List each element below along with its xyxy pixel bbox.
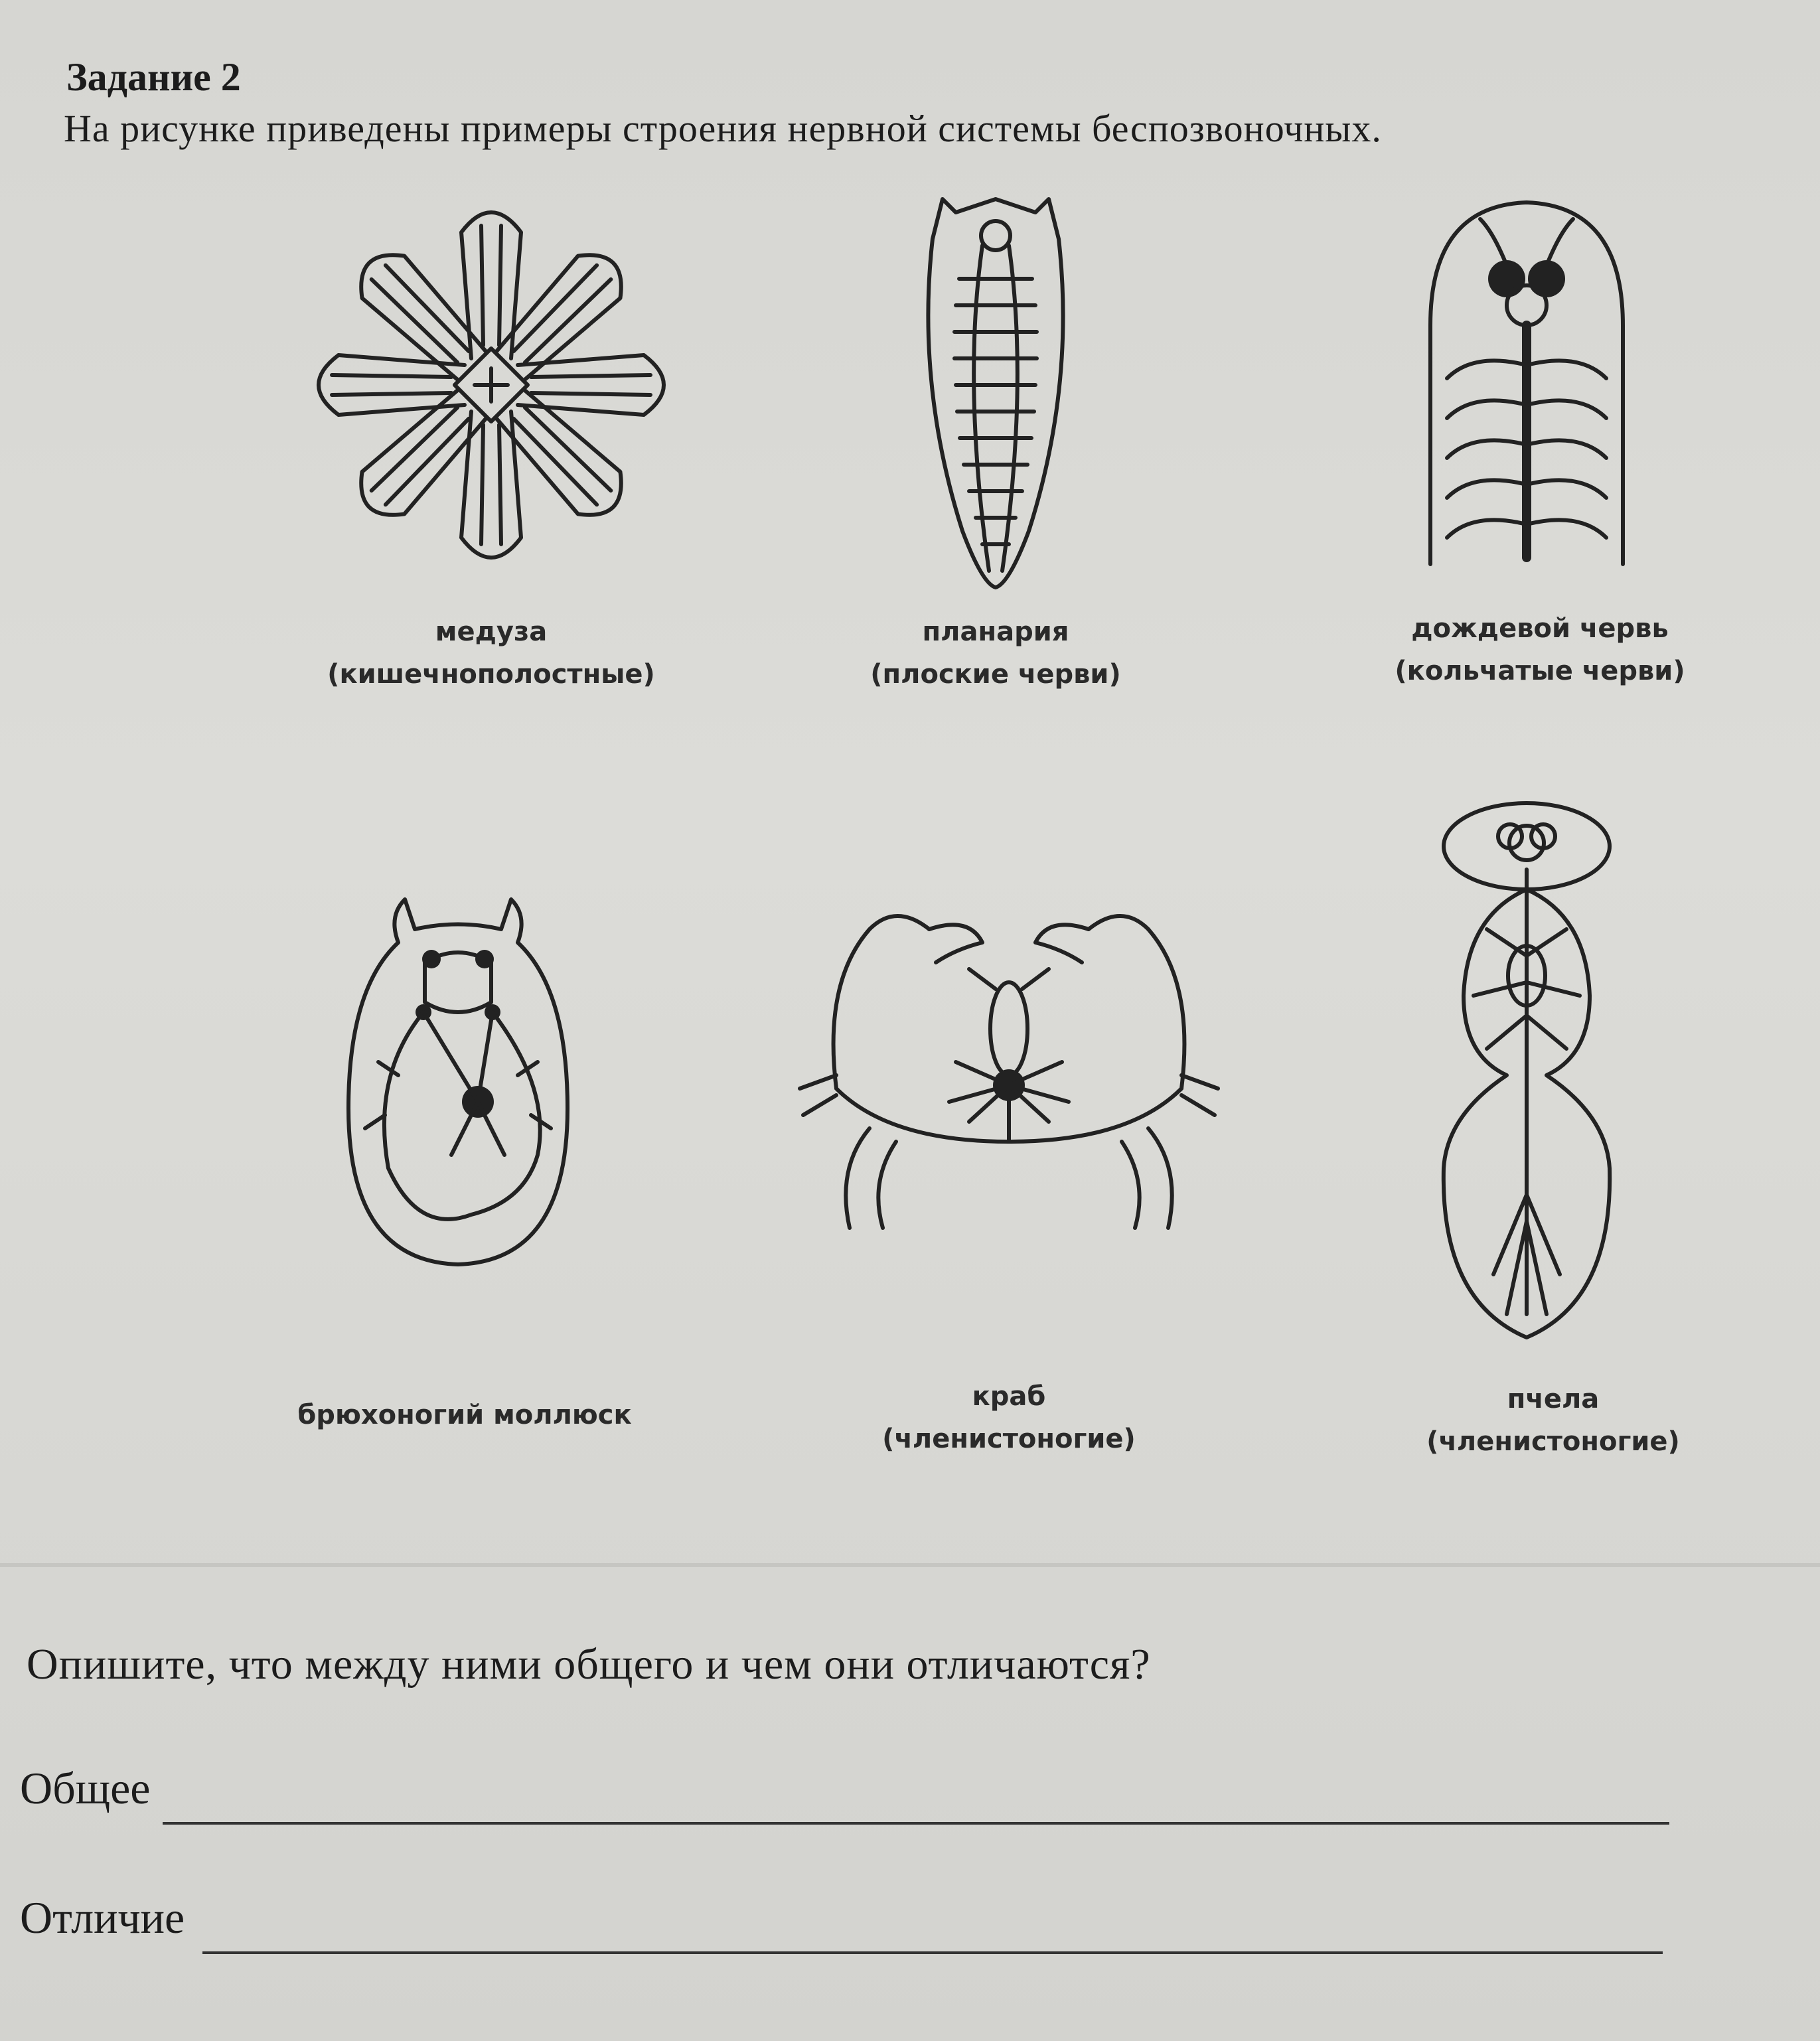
crab-group: (членистоногие) — [882, 1424, 1136, 1454]
planaria-drawing — [916, 186, 1075, 597]
task-intro: На рисунке приведены примеры строения нервной системы беспозвоночных. — [64, 107, 1382, 150]
jellyfish-caption — [279, 611, 704, 696]
bee-caption — [1381, 1378, 1726, 1463]
planaria-caption — [816, 611, 1175, 696]
difference-answer-line[interactable] — [202, 1951, 1663, 1954]
earthworm-drawing — [1420, 192, 1633, 571]
page-fold — [0, 1563, 1820, 1567]
crab-drawing — [796, 889, 1221, 1235]
jellyfish-group: (кишечнополостные) — [327, 659, 655, 690]
snail-caption — [252, 1394, 677, 1436]
bee-group: (членистоногие) — [1426, 1426, 1680, 1457]
earthworm-group: (кольчатые черви) — [1395, 656, 1685, 686]
earthworm-name: дождевой червь — [1411, 613, 1669, 644]
snail-drawing — [339, 889, 577, 1274]
bee-name: пчела — [1507, 1384, 1600, 1414]
snail-name: брюхоногий моллюск — [297, 1400, 632, 1430]
crab-caption — [823, 1375, 1195, 1460]
jellyfish-name: медуза — [435, 617, 548, 647]
common-label: Общее — [20, 1763, 151, 1813]
common-answer-line[interactable] — [163, 1822, 1669, 1825]
question-text: Опишите, что между ними общего и чем они отличаются? — [27, 1640, 1151, 1689]
bee-drawing — [1427, 796, 1626, 1347]
difference-label: Отличие — [20, 1892, 185, 1943]
earthworm-caption — [1354, 607, 1726, 692]
jellyfish-drawing — [292, 186, 690, 584]
planaria-group: (плоские черви) — [870, 659, 1121, 690]
planaria-name: планария — [922, 617, 1069, 647]
crab-name: краб — [972, 1381, 1046, 1412]
task-title: Задание 2 — [66, 55, 241, 99]
